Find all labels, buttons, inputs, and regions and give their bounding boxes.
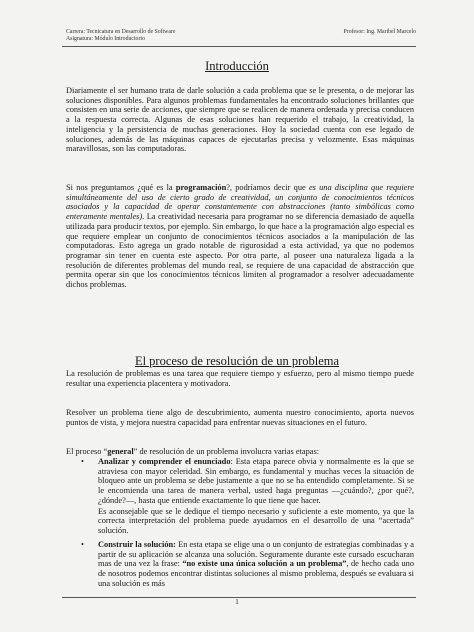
header-divider xyxy=(62,46,416,47)
section-title-introduccion: Introducción xyxy=(205,59,269,73)
page-header xyxy=(66,29,416,44)
section-title-proceso: El proceso de resolución de un problema xyxy=(134,354,340,368)
bullet-construir: • Construir la solución: En esta etapa se elige una o un conjunto de estrategias combinadas y a partir de su aplicación se alcanza una solución. Seguramente durante este cursado escucharan mas de una vez la frase: “no existe una única solución a un problema”, de hecho cada uno de nosotros podemos encontrar distintas soluciones al mismo problema, después se evaluara si una solución es más xyxy=(81,540,414,588)
programming-definition: es una disciplina que requiere simultáneamente del uso de cierto grado de creatividad, un conjunto de conocimientos técnicos asociados y la capacidad de operar constantemente con abstracciones (tanto simbólicas como enteramente mentales) xyxy=(66,183,414,222)
intro-paragraph-2: Si nos preguntamos ¿qué es la programación?, podríamos decir que es una disciplina que requiere simultáneamente del uso de cierto grado de creatividad, un conjunto de conocimientos técnicos asociados y la capacidad de operar constantemente con abstracciones (tanto simbólicas como enteramente mentales). La creatividad necesaria para programar no se diferencia demasiado de aquella utilizada para producir textos, por ejemplo. Sin embargo, lo que hace a la programación algo especial es que requiere emplear un conjunto de conocimientos técnicos asociados a la manipulación de las computadoras. Esto agrega un grado notable de rigurosidad a esta actividad, ya que no podemos programar sin tener en cuenta este aspecto. Por otra parte, al poseer una naturaleza ligada a la resolución de diferentes problemas del mundo real, se requiere de una capacidad de abstracción que permita operar sin que los conocimientos técnicos limiten al programador a resolver adecuadamente dichos problemas. xyxy=(66,183,414,290)
proceso-paragraph-3: El proceso “general” de resolución de un problema involucra varias etapas: xyxy=(66,447,320,456)
header-course: Carrera: Tecnicatura en Desarrollo de Software xyxy=(66,29,176,35)
proceso-paragraph-2: Resolver un problema tiene algo de descubrimiento, aumenta nuestro conocimiento, aporta nuevos puntos de vista, y mejora nuestra capacidad para enfrentar nuevas situaciones en el futuro. xyxy=(66,408,414,427)
bullet-analizar: • Analizar y comprender el enunciado: Esta etapa parece obvia y normalmente es la que se atraviesa con mayor celeridad. Sin embargo, es fundamental y muchas veces la situación de bloqueo ante un problema se debe justamente a que no se ha entendido completamente. Si se le encomienda una tarea de manera verbal, usted haga preguntas —¿cuándo?, ¿por qué?, ¿dónde?—, hasta que entiende exactamente lo que tiene que hacer. Es aconsejable que se le dedique el tiempo necesario y suficiente a este momento, ya que la correcta interpretación del problema puede ayudarnos en el desarrollo de una “acertada” solución. xyxy=(81,457,415,535)
quote-no-unica-solucion: “no existe una única solución a un problema” xyxy=(182,559,347,569)
bullet-marker: • xyxy=(81,457,84,466)
bullet-analizar-note: Es aconsejable que se le dedique el tiempo necesario y suficiente a este momento, ya que la correcta interpretación del problema puede ayudarnos en el desarrollo de una “acertada” solución. xyxy=(98,506,414,535)
bullet-analizar-title: Analizar y comprender el enunciado xyxy=(98,457,231,466)
intro-paragraph-1: Diariamente el ser humano trata de darle solución a cada problema que se le presenta, o de mejorar las soluciones disponibles. Para algunos problemas fundamentales ha encontrado soluciones brillantes que consisten en una serie de acciones, que siempre que se realicen de manera ordenada y precisa conducen a la respuesta correcta. Algunas de esas soluciones han requerido el trabajo, la creatividad, la inteligencia y la persistencia de muchas generaciones. Hoy la sociedad cuenta con ese legado de soluciones, además de las máquinas capaces de ejecutarlas precisa y velozmente. Esas máquinas maravillosas, son las computadoras. xyxy=(66,86,414,154)
bullet-marker: • xyxy=(81,540,84,549)
bullet-construir-title: Construir la solución: xyxy=(98,540,176,549)
proceso-paragraph-1: La resolución de problemas es una tarea que requiere tiempo y esfuerzo, pero al mismo tiempo puede resultar una experiencia placentera y motivadora. xyxy=(66,369,414,388)
page-number: 1 xyxy=(235,598,239,606)
header-subject: Asignatura: Módulo Introductorio xyxy=(66,36,145,43)
header-professor: Profesor: Ing. Maribel Marcelo xyxy=(343,29,416,35)
term-general: general xyxy=(107,447,134,456)
term-programacion: programación xyxy=(175,183,227,192)
